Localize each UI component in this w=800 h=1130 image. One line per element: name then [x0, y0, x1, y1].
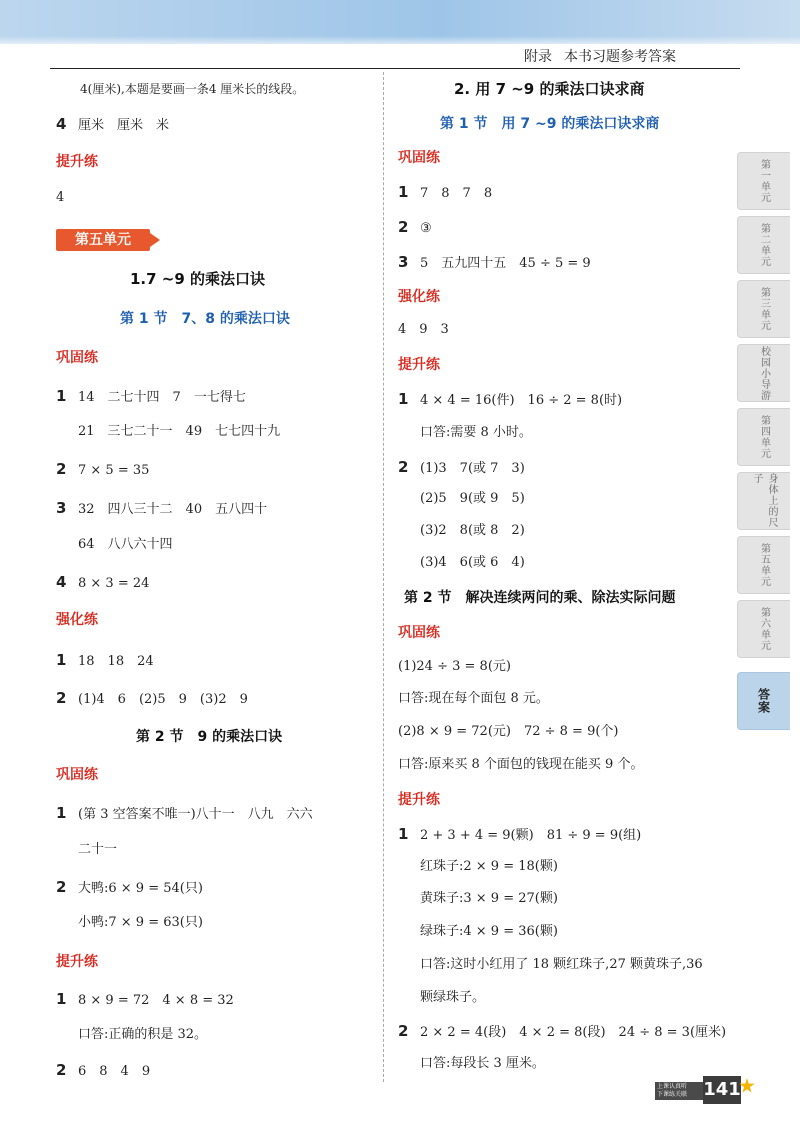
item-number: 1 — [56, 804, 67, 822]
section-title: 第 1 节 7、8 的乘法口诀 — [120, 311, 290, 327]
tab-unit-1[interactable] — [737, 152, 790, 210]
unit-badge: 第五单元 — [56, 229, 150, 251]
subheading-gonggu: 巩固练 — [398, 625, 440, 641]
answer-line: 口答:现在每个面包 8 元。 — [398, 691, 549, 706]
answer-item — [398, 390, 622, 410]
running-header — [524, 46, 676, 66]
footer-slogan — [655, 1082, 705, 1100]
answer-line: 红珠子:2 × 9 = 18(颗) — [420, 859, 558, 874]
tab-label: 第六单元 — [758, 607, 770, 651]
answer-text: 6 8 4 9 — [78, 1064, 151, 1079]
answer-line: (3)4 6(或 6 4) — [420, 555, 525, 570]
item-number: 2 — [56, 1061, 67, 1079]
tab-unit-4[interactable] — [737, 408, 790, 466]
item-number: 4 — [56, 115, 67, 133]
answer-text: 2 + 3 + 4 = 9(颗) 81 ÷ 9 = 9(组) — [420, 828, 642, 843]
answer-item — [56, 651, 154, 671]
tab-unit-2[interactable] — [737, 216, 790, 274]
answer-line: 4(厘米),本题是要画一条4 厘米长的线段。 — [80, 82, 305, 96]
answer-line: 颗绿珠子。 — [420, 990, 486, 1005]
answer-line: (1)24 ÷ 3 = 8(元) — [398, 659, 511, 674]
subheading-tisheng: 提升练 — [56, 954, 98, 970]
answer-item — [56, 460, 149, 480]
answer-text: 7 8 7 8 — [420, 186, 493, 201]
subheading-gonggu: 巩固练 — [398, 150, 440, 166]
answer-text: 大鸭:6 × 9 = 54(只) — [78, 881, 203, 896]
subheading-gonggu: 巩固练 — [56, 350, 98, 366]
answer-line: (2)5 9(或 9 5) — [420, 491, 525, 506]
tab-body-ruler[interactable] — [737, 472, 790, 530]
tab-campus-guide[interactable] — [737, 344, 790, 402]
item-number: 4 — [56, 573, 67, 591]
item-number: 3 — [398, 253, 409, 271]
answer-text: 8 × 3 = 24 — [78, 576, 150, 591]
answer-text: 14 二七十四 7 一七得七 — [78, 390, 246, 405]
item-number: 2 — [398, 458, 409, 476]
answer-item — [56, 573, 149, 593]
answer-line: 64 八八六十四 — [78, 537, 173, 552]
subheading-tisheng: 提升练 — [398, 792, 440, 808]
answer-text: 2 × 2 = 4(段) 4 × 2 = 8(段) 24 ÷ 8 = 3(厘米) — [420, 1025, 727, 1040]
page-number: 141 — [703, 1076, 741, 1104]
tab-unit-5[interactable] — [737, 536, 790, 594]
section-title: 第 2 节 解决连续两问的乘、除法实际问题 — [404, 590, 676, 606]
answer-line: (2)8 × 9 = 72(元) 72 ÷ 8 = 9(个) — [398, 724, 619, 739]
answer-item — [56, 1061, 150, 1081]
tab-label: 第五单元 — [758, 543, 770, 587]
answer-text: 5 五九四十五 45 ÷ 5 = 9 — [420, 256, 591, 271]
star-icon — [739, 1078, 755, 1094]
tab-label: 校园小导游 — [758, 345, 770, 401]
answer-text: 8 × 9 = 72 4 × 8 = 32 — [78, 993, 234, 1008]
answer-text: (1)3 7(或 7 3) — [420, 461, 525, 476]
answer-item — [56, 387, 246, 407]
answer-text: (1)4 6 (2)5 9 (3)2 9 — [78, 692, 248, 707]
item-number: 2 — [56, 878, 67, 896]
tab-label: 答案 — [756, 688, 771, 714]
item-number: 3 — [56, 499, 67, 517]
tab-unit-3[interactable] — [737, 280, 790, 338]
header-rule — [50, 68, 740, 69]
answer-line: 口答:需要 8 小时。 — [420, 425, 532, 440]
answer-line: 小鸭:7 × 9 = 63(只) — [78, 915, 203, 930]
item-number: 1 — [56, 387, 67, 405]
item-number: 1 — [56, 990, 67, 1008]
footer-slogan-2: 下课练关联 — [657, 1091, 688, 1098]
answer-item — [56, 689, 248, 709]
answer-item — [56, 499, 267, 519]
answer-item — [398, 253, 591, 273]
item-number: 1 — [398, 183, 409, 201]
answer-item — [398, 218, 432, 238]
answer-text: ③ — [420, 221, 432, 236]
item-number: 2 — [56, 460, 67, 478]
answer-line: 21 三七二十一 49 七七四十九 — [78, 424, 281, 439]
answer-line: 口答:正确的积是 32。 — [78, 1027, 208, 1042]
answer-item — [398, 183, 492, 203]
header-appendix: 附录 — [524, 49, 552, 65]
answer-text: 4 × 4 = 16(件) 16 ÷ 2 = 8(时) — [420, 393, 623, 408]
answer-line: 口答:每段长 3 厘米。 — [420, 1056, 545, 1071]
tab-unit-6[interactable] — [737, 600, 790, 658]
answer-line: 口答:这时小红用了 18 颗红珠子,27 颗黄珠子,36 — [420, 957, 703, 972]
answer-line: 4 9 3 — [398, 322, 449, 337]
item-number: 2 — [398, 218, 409, 236]
answer-line: 口答:原来买 8 个面包的钱现在能买 9 个。 — [398, 757, 644, 772]
section-title: 第 2 节 9 的乘法口诀 — [136, 729, 283, 745]
tab-label: 身体上的尺子 — [751, 473, 777, 528]
chapter-title: 2. 用 7 ~9 的乘法口诀求商 — [454, 80, 645, 98]
top-color-band — [0, 0, 800, 44]
chapter-title: 1.7 ~9 的乘法口诀 — [130, 270, 266, 288]
item-number: 1 — [398, 390, 409, 408]
section-title: 第 1 节 用 7 ~9 的乘法口诀求商 — [440, 116, 660, 132]
answer-text: (第 3 空答案不唯一)八十一 八九 六六 — [78, 807, 313, 822]
answer-text: 7 × 5 = 35 — [78, 463, 150, 478]
item-number: 2 — [398, 1022, 409, 1040]
tab-label: 第一单元 — [758, 159, 770, 203]
subheading-tisheng: 提升练 — [398, 357, 440, 373]
subheading-gonggu: 巩固练 — [56, 767, 98, 783]
tab-label: 第四单元 — [758, 415, 770, 459]
subheading-qianghua: 强化练 — [56, 612, 98, 628]
answer-line: 二十一 — [78, 842, 118, 857]
subheading-qianghua: 强化练 — [398, 289, 440, 305]
tab-label: 第二单元 — [758, 223, 770, 267]
top-band-ridge — [0, 36, 800, 44]
answer-item — [56, 804, 313, 824]
answer-item — [56, 878, 203, 898]
answer-line: 绿珠子:4 × 9 = 36(颗) — [420, 924, 558, 939]
answer-line: 4 — [56, 190, 65, 205]
answer-item — [56, 115, 169, 135]
answer-line: (3)2 8(或 8 2) — [420, 523, 525, 538]
footer-slogan-1: 上课认真听 — [657, 1083, 688, 1090]
tab-answers[interactable] — [737, 672, 790, 730]
header-title: 本书习题参考答案 — [564, 49, 676, 65]
answer-item — [398, 825, 641, 845]
answer-line: 黄珠子:3 × 9 = 27(颗) — [420, 891, 558, 906]
column-divider — [383, 72, 384, 1082]
subheading-tisheng: 提升练 — [56, 154, 98, 170]
answer-item — [56, 990, 234, 1010]
item-number: 1 — [398, 825, 409, 843]
answer-text: 18 18 24 — [78, 654, 154, 669]
tab-label: 第三单元 — [758, 287, 770, 331]
answer-item — [398, 1022, 726, 1042]
answer-item — [398, 458, 525, 478]
item-number: 2 — [56, 689, 67, 707]
answer-text: 厘米 厘米 米 — [78, 118, 170, 133]
item-number: 1 — [56, 651, 67, 669]
answer-text: 32 四八三十二 40 五八四十 — [78, 502, 268, 517]
page-footer — [655, 1076, 755, 1104]
